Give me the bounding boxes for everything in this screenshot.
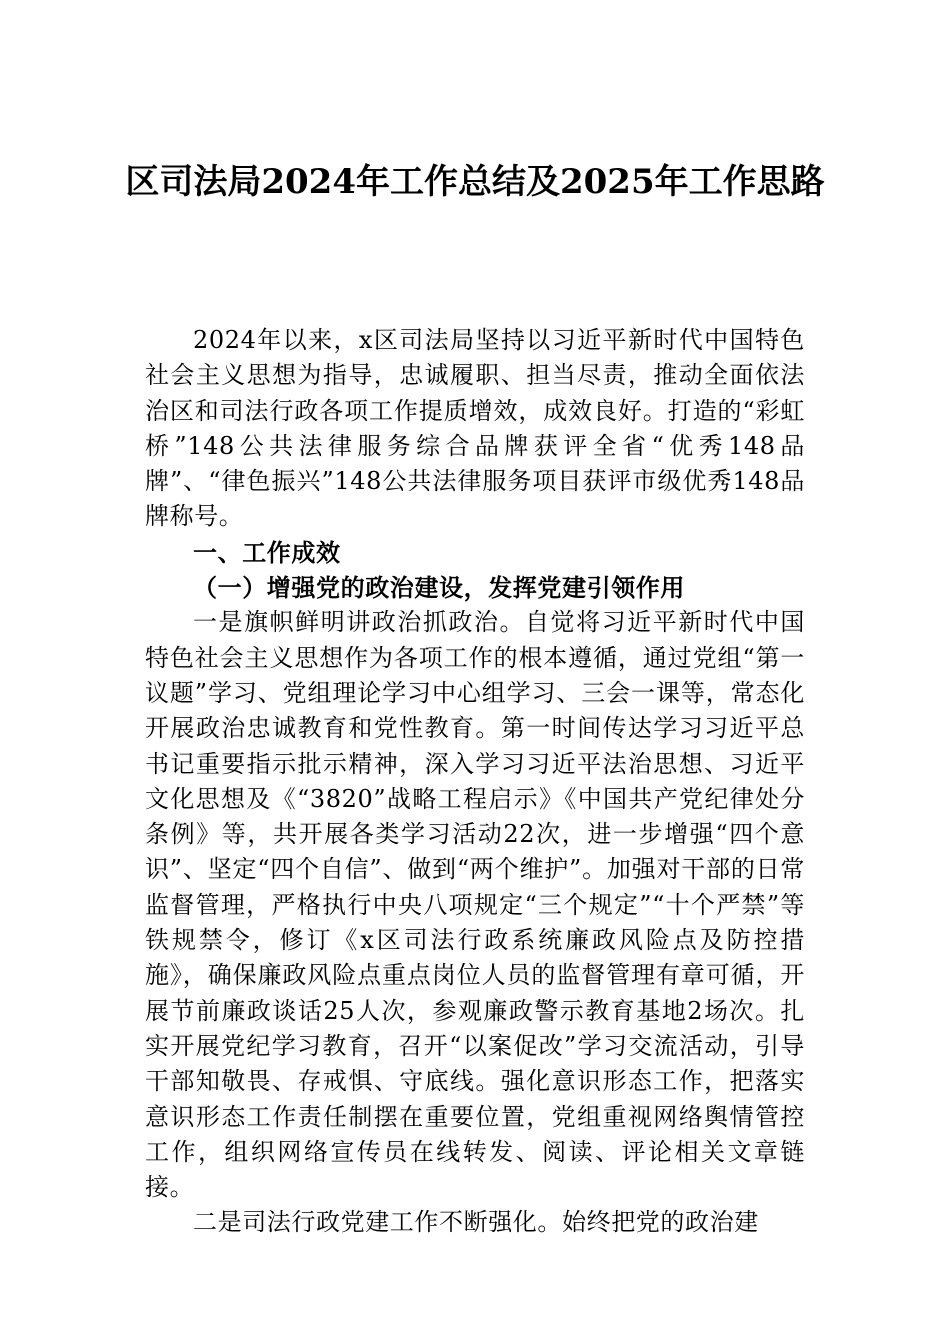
subsection-heading: （一）增强党的政治建设，发挥党建引领作用 xyxy=(193,573,685,603)
body-paragraph: 二是司法行政党建工作不断强化。始终把党的政治建 xyxy=(193,1208,759,1237)
intro-paragraph: 2024年以来，x区司法局坚持以习近平新时代中国特色社会主义思想为指导，忠诚履职、担当尽责，推动全面依法治区和司法行政各项工作提质增效，成效良好。打造的“彩虹桥”148公共法律服务综合品牌获评全省“优秀148品牌”、“律色振兴”148公共法律服务项目获评市级优秀148品牌称号。 xyxy=(145,326,805,531)
document-body xyxy=(145,323,805,1241)
document-title: 区司法局2024年工作总结及2025年工作思路 xyxy=(125,162,825,202)
section-heading: 一、工作成效 xyxy=(193,537,341,567)
body-paragraph: 一是旗帜鲜明讲政治抓政治。自觉将习近平新时代中国特色社会主义思想作为各项工作的根本遵循，通过党组“第一议题”学习、党组理论学习中心组学习、三会一课等，常态化开展政治忠诚教育和党性教育。第一时间传达学习习近平总书记重要指示批示精神，深入学习习近平法治思想、习近平文化思想及《“3820”战略工程启示》《中国共产党纪律处分条例》等，共开展各类学习活动22次，进一步增强“四个意识”、坚定“四个自信”、做到“两个维护”。加强对干部的日常监督管理，严格执行中央八项规定“三个规定”“十个严禁”等铁规禁令，修订《x区司法行政系统廉政风险点及防控措施》，确保廉政风险点重点岗位人员的监督管理有章可循，开展节前廉政谈话25人次，参观廉政警示教育基地2场次。扎实开展党纪学习教育，召开“以案促改”学习交流活动，引导干部知敬畏、存戒惧、守底线。强化意识形态工作，把落实意识形态工作责任制摆在重要位置，党组重视网络舆情管控工作，组织网络宣传员在线转发、阅读、评论相关文章链接。 xyxy=(145,608,805,1202)
